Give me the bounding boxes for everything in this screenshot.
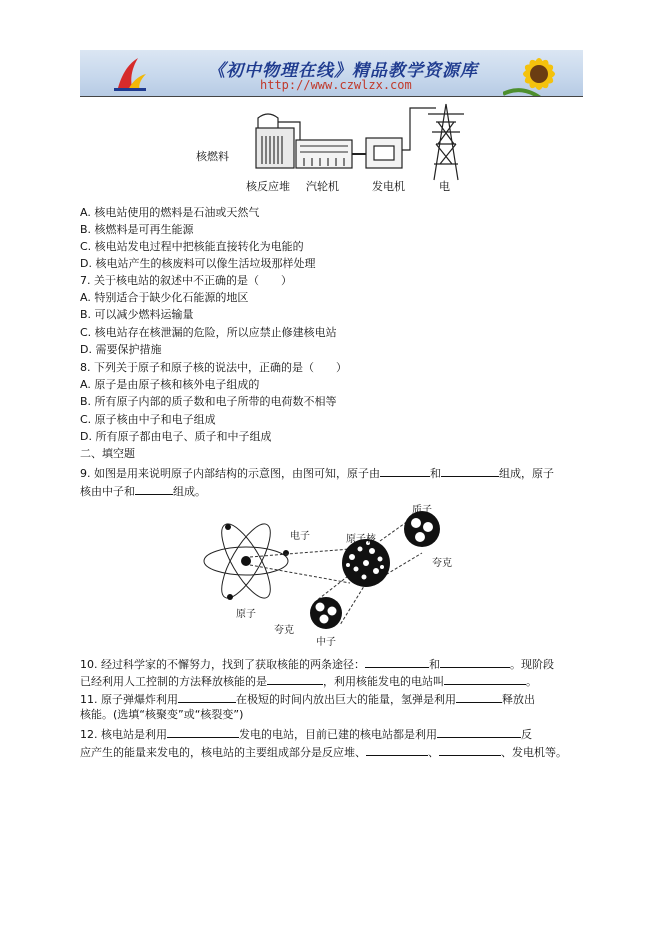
q9-line-2 xyxy=(80,483,206,499)
q12-line-2 xyxy=(80,744,567,760)
logo-icon xyxy=(110,54,150,94)
q9-text-3: 组成，原子 xyxy=(499,467,554,480)
nucleus-label: 原子核 xyxy=(346,534,376,545)
atom-structure-diagram xyxy=(200,497,475,645)
q9-blank-3[interactable] xyxy=(135,483,173,495)
q9-text-1: 9. 如图是用来说明原子内部结构的示意图，由图可知，原子由 xyxy=(80,467,380,480)
q12-blank-1[interactable] xyxy=(167,726,239,738)
q11-line-2: 核能。(选填“核聚变”或“核裂变”) xyxy=(80,708,244,721)
q10-blank-2[interactable] xyxy=(440,656,510,668)
q10-text-6: 。 xyxy=(526,675,537,688)
q9-line-1 xyxy=(80,465,554,481)
generator-label: 发电机 xyxy=(372,180,405,193)
q7-stem: 7. 关于核电站的叙述中不正确的是（ ） xyxy=(80,274,292,287)
q8-option-b: B. 所有原子内部的质子数和电子所带的电荷数不相等 xyxy=(80,395,337,408)
q8-option-c: C. 原子核由中子和电子组成 xyxy=(80,413,216,426)
q12-blank-2[interactable] xyxy=(437,726,521,738)
q6-option-d: D. 核电站产生的核废料可以像生活垃圾那样处理 xyxy=(80,257,316,270)
fuel-label: 核燃料 xyxy=(196,150,229,163)
q12-text-1: 12. 核电站是利用 xyxy=(80,728,167,741)
q9-blank-2[interactable] xyxy=(441,465,499,477)
q11-text-1: 11. 原子弹爆炸利用 xyxy=(80,693,178,706)
q11-text-3: 释放出 xyxy=(502,693,535,706)
quark-right-label: 夸克 xyxy=(432,558,452,569)
proton-label: 质子 xyxy=(412,505,432,516)
q11-text-2: 在极短的时间内放出巨大的能量，氢弹是利用 xyxy=(236,693,456,706)
neutron-label: 中子 xyxy=(316,637,336,648)
atom-structure-figure xyxy=(200,497,475,648)
turbine-label: 汽轮机 xyxy=(306,180,339,193)
atom-label: 原子 xyxy=(236,609,256,620)
q11-blank-2[interactable] xyxy=(456,691,502,703)
q8-option-d: D. 所有原子都由电子、质子和中子组成 xyxy=(80,430,272,443)
q8-stem: 8. 下列关于原子和原子核的说法中，正确的是（ ） xyxy=(80,361,347,374)
q12-blank-4[interactable] xyxy=(439,744,501,756)
q12-text-5: 、 xyxy=(428,746,439,759)
q9-text-5: 组成。 xyxy=(173,485,206,498)
q9-text-4: 核由中子和 xyxy=(80,485,135,498)
q10-blank-4[interactable] xyxy=(444,673,526,685)
q10-text-1: 10. 经过科学家的不懈努力，找到了获取核能的两条途径： xyxy=(80,658,365,671)
q7-option-d: D. 需要保护措施 xyxy=(80,343,162,356)
header-banner xyxy=(80,50,583,96)
q12-text-4: 应产生的能量来发电的，核电站的主要组成部分是反应堆、 xyxy=(80,746,366,759)
q12-text-3: 反 xyxy=(521,728,532,741)
q8-option-a: A. 原子是由原子核和核外电子组成的 xyxy=(80,378,260,391)
q12-line-1 xyxy=(80,726,532,742)
electron-label: 电子 xyxy=(290,531,310,542)
reactor-label: 核反应堆 xyxy=(246,180,290,193)
q7-option-a: A. 特别适合于缺少化石能源的地区 xyxy=(80,291,249,304)
sunflower-icon xyxy=(503,50,575,96)
q6-option-c: C. 核电站发电过程中把核能直接转化为电能的 xyxy=(80,240,304,253)
q10-line-1 xyxy=(80,656,554,672)
electricity-label: 电 xyxy=(439,180,450,193)
q10-text-5: ，利用核能发电的电站叫 xyxy=(323,675,444,688)
q11-line-1 xyxy=(80,691,535,707)
q10-text-2: 和 xyxy=(429,658,440,671)
q10-text-3: 。现阶段 xyxy=(510,658,554,671)
q10-text-4: 已经利用人工控制的方法释放核能的是 xyxy=(80,675,267,688)
q12-text-2: 发电的电站，目前已建的核电站都是利用 xyxy=(239,728,437,741)
q12-text-6: 、发电机等。 xyxy=(501,746,567,759)
q12-blank-3[interactable] xyxy=(366,744,428,756)
banner-url[interactable]: http://www.czwlzx.com xyxy=(260,78,412,92)
header-rule xyxy=(80,96,583,97)
q9-blank-1[interactable] xyxy=(380,465,430,477)
q9-text-2: 和 xyxy=(430,467,441,480)
q7-option-c: C. 核电站存在核泄漏的危险，所以应禁止修建核电站 xyxy=(80,326,337,339)
section-fill-in-title: 二、填空题 xyxy=(80,447,135,460)
banner-title: 《初中物理在线》精品教学资源库 xyxy=(208,61,478,81)
power-plant-figure xyxy=(196,100,486,195)
q10-blank-1[interactable] xyxy=(365,656,429,668)
q7-option-b: B. 可以减少燃料运输量 xyxy=(80,308,194,321)
q6-option-b: B. 核燃料是可再生能源 xyxy=(80,223,194,236)
q6-option-a: A. 核电站使用的燃料是石油或天然气 xyxy=(80,206,260,219)
q10-line-2 xyxy=(80,673,537,689)
quark-left-label: 夸克 xyxy=(274,625,294,636)
q11-blank-1[interactable] xyxy=(178,691,236,703)
q10-blank-3[interactable] xyxy=(267,673,323,685)
